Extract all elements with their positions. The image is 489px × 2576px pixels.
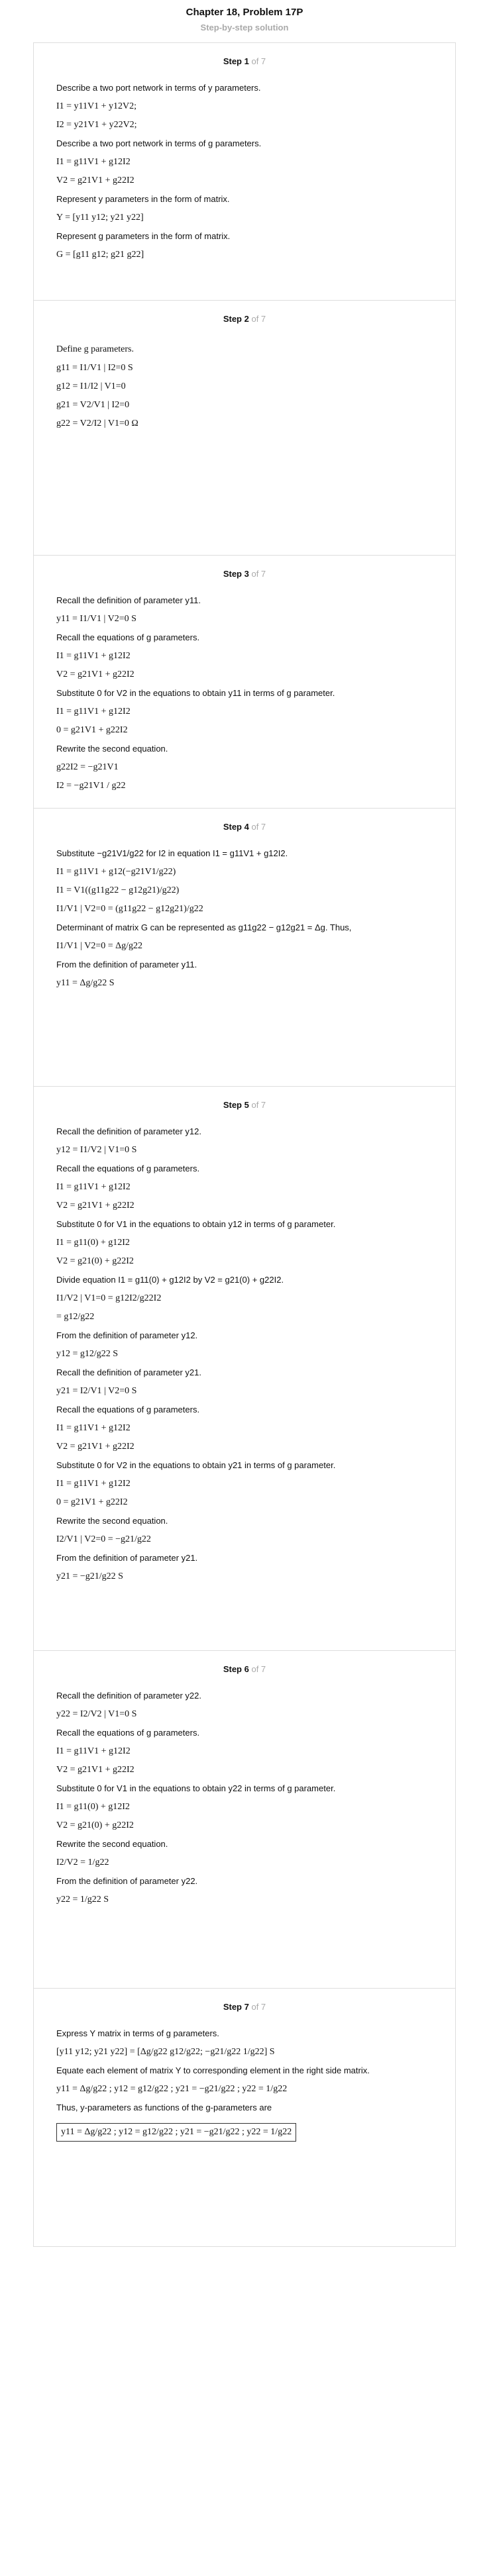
step-label: Step [223,569,242,579]
step-text: Recall the equations of g parameters. [56,1164,200,1173]
step-text: Recall the definition of parameter y22. [56,1691,201,1701]
step-text: Describe a two port network in terms of g parameters. [56,138,262,148]
step-text: Substitute 0 for V1 in the equations to obtain y12 in terms of g parameter. [56,1219,336,1229]
step-label: Step [223,314,242,324]
step-number: 7 [242,2002,252,2012]
step-label: Step [223,1100,242,1110]
step-equation: g11 = I1/V1 | I2=0 S [56,363,133,373]
step-equation: y22 = 1/g22 S [56,1895,109,1905]
step-equation: y12 = g12/g22 S [56,1349,119,1359]
step-equation: y22 = I2/V2 | V1=0 S [56,1709,137,1719]
step-equation: y11 = Δg/g22 S [56,978,115,988]
step-of: of 7 [251,1100,266,1110]
step-text: Equate each element of matrix Y to corresponding element in the right side matrix. [56,2065,370,2075]
step-equation: I1 = g11V1 + g12I2 [56,651,131,661]
step-equation: y11 = Δg/g22 ; y12 = g12/g22 ; y21 = −g21/g22 ; y22 = 1/g22 [56,2123,296,2142]
step-number: 5 [242,1100,252,1110]
step-equation: I1 = g11V1 + g12I2 [56,1746,131,1756]
step-number: 6 [242,1664,252,1674]
step-text: Divide equation I1 = g11(0) + g12I2 by V2 = g21(0) + g22I2. [56,1275,284,1285]
step-number: 1 [242,56,252,66]
step-header [56,809,433,845]
step-label: Step [223,1664,242,1674]
step-equation: I2/V2 = 1/g22 [56,1858,109,1867]
step-text: Rewrite the second equation. [56,1516,168,1526]
step-equation: = g12/g22 [56,1312,95,1322]
step-header [56,43,433,79]
step-text: From the definition of parameter y22. [56,1876,198,1886]
step-text: Determinant of matrix G can be represented as g11g22 − g12g21 = Δg. Thus, [56,922,352,932]
step-equation: I2 = y21V1 + y22V2; [56,120,137,130]
step-equation: Define g parameters. [56,344,134,354]
step-equation: I2/V1 | V2=0 = −g21/g22 [56,1534,151,1544]
step-number: 4 [242,822,252,832]
step-7 [33,1989,456,2247]
step-equation: I2 = −g21V1 / g22 [56,781,126,791]
step-equation: g12 = I1/I2 | V1=0 [56,381,126,391]
step-text: Substitute −g21V1/g22 for I2 in equation I1 = g11V1 + g12I2. [56,848,288,858]
step-equation: Y = [y11 y12; y21 y22] [56,213,144,223]
step-label: Step [223,822,242,832]
step-6 [33,1651,456,1989]
step-equation: I1 = y11V1 + y12V2; [56,101,137,111]
step-equation: I1 = g11V1 + g12I2 [56,1479,131,1489]
step-equation: G = [g11 g12; g21 g22] [56,250,144,260]
step-header [56,556,433,592]
step-equation: [y11 y12; y21 y22] = [Δg/g22 g12/g22; −g21/g22 1/g22] S [56,2047,275,2057]
step-of: of 7 [251,569,266,579]
step-equation: 0 = g21V1 + g22I2 [56,725,128,735]
step-text: From the definition of parameter y12. [56,1330,198,1340]
step-equation: g22I2 = −g21V1 [56,762,119,772]
step-text: Represent y parameters in the form of matrix. [56,194,230,204]
step-header [56,1651,433,1687]
step-equation: I1 = g11V1 + g12(−g21V1/g22) [56,867,176,877]
page-subtitle: Step-by-step solution [200,23,289,32]
step-text: Recall the definition of parameter y21. [56,1367,201,1377]
step-of: of 7 [251,1664,266,1674]
step-number: 2 [242,314,252,324]
step-text: From the definition of parameter y11. [56,960,197,969]
step-text: Substitute 0 for V2 in the equations to obtain y11 in terms of g parameter. [56,688,335,698]
step-text: Recall the equations of g parameters. [56,1405,200,1414]
step-equation: g21 = V2/V1 | I2=0 [56,400,130,410]
step-text: Recall the definition of parameter y11. [56,595,201,605]
step-equation: V2 = g21(0) + g22I2 [56,1256,134,1266]
step-1 [33,42,456,301]
step-equation: V2 = g21(0) + g22I2 [56,1820,134,1830]
step-header [56,1989,433,2025]
step-equation: 0 = g21V1 + g22I2 [56,1497,128,1507]
step-equation: y21 = I2/V1 | V2=0 S [56,1386,137,1396]
step-number: 3 [242,569,252,579]
step-equation: I1 = g11V1 + g12I2 [56,1182,131,1192]
step-equation: V2 = g21V1 + g22I2 [56,1765,135,1775]
step-text: Recall the definition of parameter y12. [56,1126,201,1136]
step-equation: y12 = I1/V2 | V1=0 S [56,1145,137,1155]
step-equation: g22 = V2/I2 | V1=0 Ω [56,419,138,428]
step-3 [33,556,456,809]
step-equation: I1 = V1((g11g22 − g12g21)/g22) [56,885,180,895]
step-5 [33,1087,456,1651]
step-text: Express Y matrix in terms of g parameters. [56,2028,219,2038]
step-equation: y11 = I1/V1 | V2=0 S [56,614,136,624]
step-equation: I1/V1 | V2=0 = Δg/g22 [56,941,143,951]
step-equation: V2 = g21V1 + g22I2 [56,1442,135,1452]
step-text: Represent g parameters in the form of matrix. [56,231,231,241]
step-equation: y11 = Δg/g22 ; y12 = g12/g22 ; y21 = −g21/g22 ; y22 = 1/g22 [56,2084,288,2094]
page-title: Chapter 18, Problem 17P [186,7,303,18]
step-equation: I1 = g11V1 + g12I2 [56,1423,131,1433]
step-of: of 7 [251,56,266,66]
step-text: Recall the equations of g parameters. [56,1728,200,1738]
step-of: of 7 [251,2002,266,2012]
step-equation: I1 = g11(0) + g12I2 [56,1802,130,1812]
step-text: Recall the equations of g parameters. [56,632,200,642]
step-equation: y21 = −g21/g22 S [56,1571,123,1581]
step-equation: V2 = g21V1 + g22I2 [56,669,135,679]
step-equation: V2 = g21V1 + g22I2 [56,175,135,185]
step-header [56,1087,433,1123]
steps-container [0,42,489,2247]
step-equation: V2 = g21V1 + g22I2 [56,1201,135,1211]
step-equation: I1 = g11V1 + g12I2 [56,707,131,717]
step-4 [33,809,456,1087]
step-equation: I1 = g11(0) + g12I2 [56,1238,130,1248]
step-text: From the definition of parameter y21. [56,1553,198,1563]
step-of: of 7 [251,314,266,324]
step-text: Substitute 0 for V2 in the equations to obtain y21 in terms of g parameter. [56,1460,336,1470]
step-label: Step [223,2002,242,2012]
step-equation: I1/V2 | V1=0 = g12I2/g22I2 [56,1293,162,1303]
step-text: Rewrite the second equation. [56,1839,168,1849]
step-of: of 7 [251,822,266,832]
step-text: Substitute 0 for V1 in the equations to obtain y22 in terms of g parameter. [56,1783,336,1793]
step-label: Step [223,56,242,66]
step-text: Thus, y-parameters as functions of the g-parameters are [56,2103,272,2112]
step-header [56,301,433,337]
step-text: Describe a two port network in terms of y parameters. [56,83,261,93]
step-2 [33,301,456,556]
step-text: Rewrite the second equation. [56,744,168,754]
step-equation: I1 = g11V1 + g12I2 [56,157,131,167]
step-equation: I1/V1 | V2=0 = (g11g22 − g12g21)/g22 [56,904,203,914]
